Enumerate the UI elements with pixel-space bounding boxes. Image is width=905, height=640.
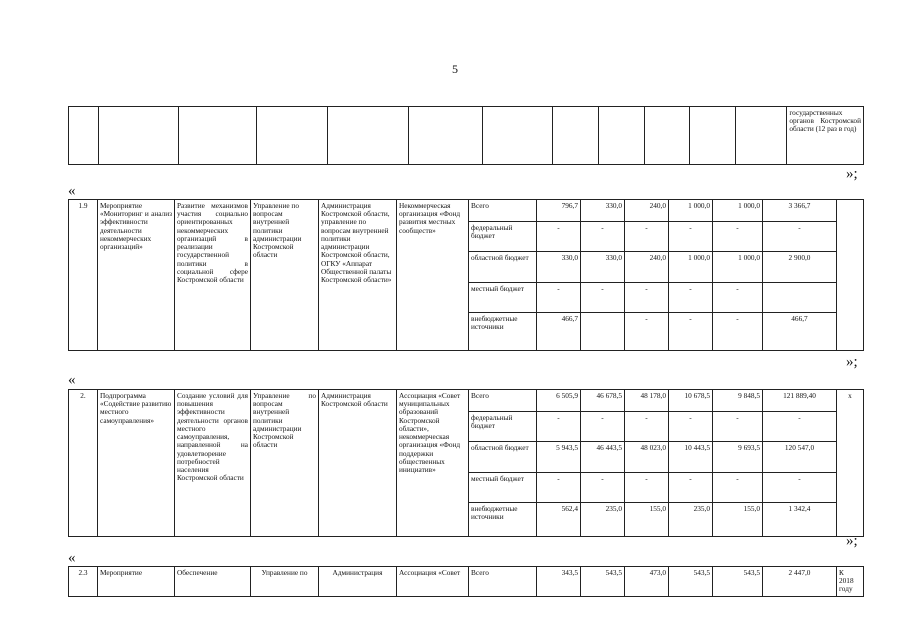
table-subprogram-2 [68, 389, 864, 537]
value-cell: - [713, 473, 763, 503]
cell-empty [644, 107, 690, 165]
opening-quote: « [68, 550, 76, 566]
value-cell: 466,7 [537, 313, 581, 351]
funding-source: федеральный бюджет [469, 222, 537, 252]
subprogram-goal: Создание условий для повышения эффективности деятельности органов местного самоуправления, направленной на удовлетворение потребностей населения Костромской области [175, 390, 251, 537]
activity-name: Мероприятие [98, 567, 175, 597]
closing-quote: »; [846, 533, 858, 549]
cell-result-text: государственных органов Костромской области (12 раз в год) [787, 107, 864, 165]
value-cell: - [669, 283, 713, 313]
closing-quote: »; [846, 166, 858, 182]
cell-empty [327, 107, 408, 165]
cell-empty [257, 107, 327, 165]
participant: Ассоциация «Совет [397, 567, 469, 597]
value-cell: - [625, 412, 669, 442]
table-continuation-top [68, 106, 864, 165]
value-cell: - [581, 412, 625, 442]
value-total: 1 342,4 [763, 503, 837, 537]
value-total [763, 283, 837, 313]
value-total: - [763, 473, 837, 503]
value-cell: 9 848,5 [713, 390, 763, 412]
value-cell: - [669, 222, 713, 252]
value-cell: - [713, 283, 763, 313]
table-activity-1-9 [68, 199, 864, 351]
value-cell [581, 313, 625, 351]
cell-result: К 2018 году [837, 567, 864, 597]
value-cell: - [581, 473, 625, 503]
value-cell: - [713, 222, 763, 252]
cell-empty [178, 107, 257, 165]
value-cell: - [537, 473, 581, 503]
value-cell: 10 443,5 [669, 442, 713, 473]
funding-source: внебюджетные источники [469, 503, 537, 537]
value-cell: 240,0 [625, 252, 669, 283]
value-total: - [763, 222, 837, 252]
value-cell: 543,5 [669, 567, 713, 597]
cell-empty [483, 107, 553, 165]
funding-source: местный бюджет [469, 283, 537, 313]
value-cell: 155,0 [713, 503, 763, 537]
value-cell: - [581, 222, 625, 252]
value-cell: - [537, 222, 581, 252]
row-number: 2. [69, 390, 98, 537]
value-total: 2 447,0 [763, 567, 837, 597]
value-cell: 796,7 [537, 200, 581, 222]
table-activity-2-3 [68, 566, 864, 597]
funding-source: внебюджетные источники [469, 313, 537, 351]
value-cell: 330,0 [581, 200, 625, 222]
value-cell: 1 000,0 [669, 200, 713, 222]
value-cell: 1 000,0 [669, 252, 713, 283]
value-cell: - [625, 222, 669, 252]
value-cell: 5 943,5 [537, 442, 581, 473]
funding-source: федеральный бюджет [469, 412, 537, 442]
cell-result [837, 200, 864, 351]
value-cell: - [713, 412, 763, 442]
value-cell: - [625, 313, 669, 351]
value-cell: 46 443,5 [581, 442, 625, 473]
value-total: 3 366,7 [763, 200, 837, 222]
cell-empty [99, 107, 179, 165]
activity-name: Мероприятие «Мониторинг и анализ эффективности деятельности некоммерческих организаций» [98, 200, 175, 351]
value-cell: 9 693,5 [713, 442, 763, 473]
coordinator: Управление по вопросам внутренней политики администрации Костромской области [251, 200, 319, 351]
cell-empty [598, 107, 644, 165]
activity-goal: Развитие механизмов участия социально ориентированных некоммерческих организаций в реализации государственной политики в социальной сфере Костромской области [175, 200, 251, 351]
opening-quote: « [68, 372, 76, 388]
value-cell: - [537, 412, 581, 442]
activity-goal: Обеспечение [175, 567, 251, 597]
participant: Некоммерческая организация «Фонд развития местных сообществ» [397, 200, 469, 351]
cell-empty [69, 107, 99, 165]
value-cell: - [669, 473, 713, 503]
coordinator: Управление по вопросам внутренней политики администрации Костромской области [251, 390, 319, 537]
value-cell: - [537, 283, 581, 313]
value-cell: 46 678,5 [581, 390, 625, 412]
participant: Ассоциация «Совет муниципальных образований Костромской области», некоммерческая организация «Фонд поддержки общественных инициатив» [397, 390, 469, 537]
row-number: 2.3 [69, 567, 98, 597]
value-cell: 6 505,9 [537, 390, 581, 412]
value-cell: 48 023,0 [625, 442, 669, 473]
value-cell: 473,0 [625, 567, 669, 597]
value-cell: 235,0 [669, 503, 713, 537]
value-cell: 562,4 [537, 503, 581, 537]
value-cell: - [669, 313, 713, 351]
value-total: 121 889,40 [763, 390, 837, 412]
cell-empty [553, 107, 599, 165]
value-cell: - [581, 283, 625, 313]
funding-source: областной бюджет [469, 252, 537, 283]
value-cell: 48 178,0 [625, 390, 669, 412]
value-total: 120 547,0 [763, 442, 837, 473]
value-cell: 235,0 [581, 503, 625, 537]
value-cell: - [625, 283, 669, 313]
value-total: 2 900,0 [763, 252, 837, 283]
page-number: 5 [452, 62, 458, 76]
funding-source: Всего [469, 200, 537, 222]
coordinator: Управление по [251, 567, 319, 597]
value-cell: - [713, 313, 763, 351]
funding-source: Всего [469, 567, 537, 597]
subprogram-name: Подпрограмма «Содействие развитию местного самоуправления» [98, 390, 175, 537]
funding-source: местный бюджет [469, 473, 537, 503]
value-cell: - [669, 412, 713, 442]
value-cell: 10 678,5 [669, 390, 713, 412]
cell-empty [735, 107, 787, 165]
row-number: 1.9 [69, 200, 98, 351]
cell-empty [408, 107, 483, 165]
value-cell: 343,5 [537, 567, 581, 597]
value-cell: 330,0 [537, 252, 581, 283]
closing-quote: »; [846, 354, 858, 370]
value-cell: 240,0 [625, 200, 669, 222]
executor: Администрация [319, 567, 397, 597]
opening-quote: « [68, 183, 76, 199]
value-cell: 543,5 [713, 567, 763, 597]
value-cell: 1 000,0 [713, 200, 763, 222]
value-cell: 1 000,0 [713, 252, 763, 283]
value-cell: 330,0 [581, 252, 625, 283]
executor: Администрация Костромской области [319, 390, 397, 537]
value-total: - [763, 412, 837, 442]
funding-source: Всего [469, 390, 537, 412]
value-cell: 155,0 [625, 503, 669, 537]
cell-empty [690, 107, 736, 165]
value-cell: - [625, 473, 669, 503]
funding-source: областной бюджет [469, 442, 537, 473]
executor: Администрация Костромской области, управление по вопросам внутренней политики администрации Костромской области, ОГКУ «Аппарат Общественной палаты Костромской области» [319, 200, 397, 351]
cell-result: х [837, 390, 864, 537]
value-total: 466,7 [763, 313, 837, 351]
value-cell: 543,5 [581, 567, 625, 597]
